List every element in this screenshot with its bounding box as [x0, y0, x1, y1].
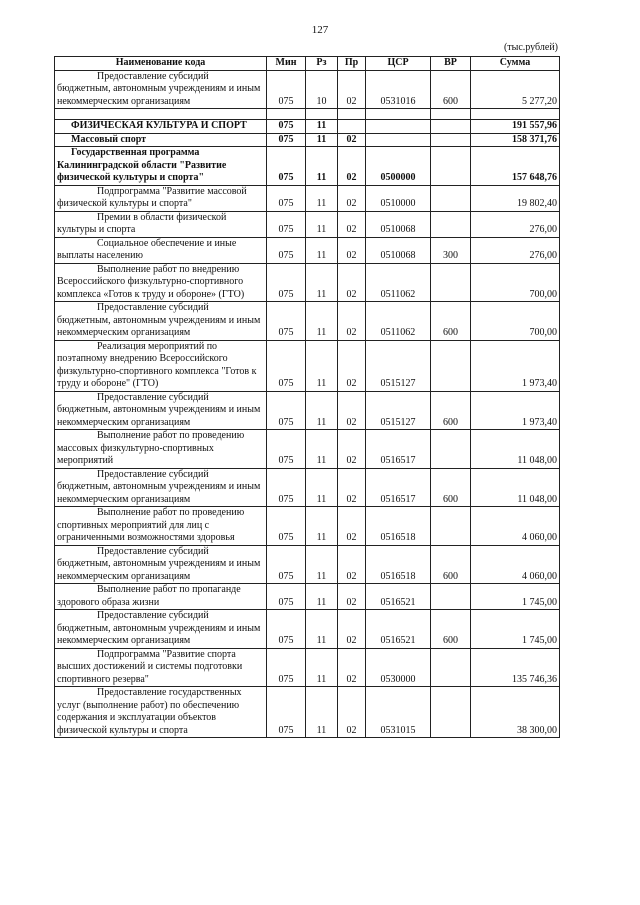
- cell-csr: [366, 120, 431, 134]
- table-row: [55, 302, 560, 341]
- cell-rz: 10: [306, 70, 338, 109]
- cell-min: 075: [267, 147, 306, 186]
- cell-rz: 11: [306, 545, 338, 584]
- cell-rz: 11: [306, 133, 338, 147]
- cell-rz: 11: [306, 584, 338, 610]
- table-row: [55, 507, 560, 546]
- cell-name: Предоставление субсидий бюджетным, автономным учреждениям и иным некоммерческим организациям: [55, 610, 267, 649]
- cell-rz: 11: [306, 302, 338, 341]
- cell-csr: 0515127: [366, 391, 431, 430]
- cell-pr: 02: [338, 263, 366, 302]
- cell-pr: 02: [338, 545, 366, 584]
- cell-min: 075: [267, 430, 306, 469]
- cell-sum: 11 048,00: [471, 430, 560, 469]
- cell-name: Выполнение работ по проведению спортивных мероприятий для лиц с ограниченными возможностями здоровья: [55, 507, 267, 546]
- header-min: Мин: [267, 57, 306, 71]
- cell-pr: 02: [338, 302, 366, 341]
- cell-name: Выполнение работ по проведению массовых физкультурно-спортивных мероприятий: [55, 430, 267, 469]
- cell-csr: 0531015: [366, 687, 431, 738]
- cell-name: Выполнение работ по внедрению Всероссийского физкультурно-спортивного комплекса «Готов к труду и обороне» (ГТО): [55, 263, 267, 302]
- cell-vr: 600: [431, 545, 471, 584]
- cell-sum: 135 746,36: [471, 648, 560, 687]
- cell-rz: 11: [306, 147, 338, 186]
- table-row: [55, 211, 560, 237]
- cell-min: 075: [267, 185, 306, 211]
- cell-csr: [366, 133, 431, 147]
- header-csr: ЦСР: [366, 57, 431, 71]
- cell-vr: [431, 263, 471, 302]
- cell-rz: 11: [306, 430, 338, 469]
- table-row: [55, 185, 560, 211]
- cell-csr: 0511062: [366, 302, 431, 341]
- cell-pr: 02: [338, 237, 366, 263]
- table-row: [55, 340, 560, 391]
- cell-sum: 4 060,00: [471, 507, 560, 546]
- header-vr: ВР: [431, 57, 471, 71]
- table-row: [55, 545, 560, 584]
- cell-vr: [431, 648, 471, 687]
- cell-rz: 11: [306, 468, 338, 507]
- cell-csr: 0510068: [366, 211, 431, 237]
- cell-vr: [431, 687, 471, 738]
- cell-min: 075: [267, 545, 306, 584]
- cell-sum: 1 973,40: [471, 391, 560, 430]
- cell-name: Предоставление субсидий бюджетным, автономным учреждениям и иным некоммерческим организациям: [55, 302, 267, 341]
- cell-rz: 11: [306, 507, 338, 546]
- cell-min: 075: [267, 584, 306, 610]
- cell-sum: 191 557,96: [471, 120, 560, 134]
- cell-rz: 11: [306, 340, 338, 391]
- cell-pr: 02: [338, 468, 366, 507]
- cell-min: 075: [267, 610, 306, 649]
- cell-min: 075: [267, 211, 306, 237]
- cell-vr: 600: [431, 468, 471, 507]
- table-row: [55, 468, 560, 507]
- cell-name: Социальное обеспечение и иные выплаты населению: [55, 237, 267, 263]
- cell-name: Премии в области физической культуры и спорта: [55, 211, 267, 237]
- cell-pr: 02: [338, 211, 366, 237]
- cell-csr: 0516518: [366, 545, 431, 584]
- cell-name: Предоставление субсидий бюджетным, автономным учреждениям и иным некоммерческим организациям: [55, 391, 267, 430]
- cell-name: Предоставление субсидий бюджетным, автономным учреждениям и иным некоммерческим организациям: [55, 468, 267, 507]
- header-pr: Пр: [338, 57, 366, 71]
- cell-pr: 02: [338, 507, 366, 546]
- cell-sum: 1 745,00: [471, 610, 560, 649]
- cell-sum: 4 060,00: [471, 545, 560, 584]
- cell-name: Выполнение работ по пропаганде здорового образа жизни: [55, 584, 267, 610]
- cell-sum: 276,00: [471, 237, 560, 263]
- cell-sum: 700,00: [471, 302, 560, 341]
- cell-csr: 0530000: [366, 648, 431, 687]
- cell-min: 075: [267, 70, 306, 109]
- cell-sum: 157 648,76: [471, 147, 560, 186]
- cell-csr: 0515127: [366, 340, 431, 391]
- cell-vr: [431, 507, 471, 546]
- table-row: [55, 237, 560, 263]
- cell-sum: 158 371,76: [471, 133, 560, 147]
- cell-sum: 11 048,00: [471, 468, 560, 507]
- table-row: [55, 430, 560, 469]
- cell-vr: 300: [431, 237, 471, 263]
- cell-pr: 02: [338, 430, 366, 469]
- cell-min: 075: [267, 302, 306, 341]
- cell-pr: [338, 120, 366, 134]
- cell-csr: 0510068: [366, 237, 431, 263]
- budget-table: [54, 56, 560, 738]
- cell-name: Подпрограмма "Развитие массовой физической культуры и спорта": [55, 185, 267, 211]
- cell-pr: 02: [338, 340, 366, 391]
- table-row: [55, 70, 560, 109]
- cell-min: 075: [267, 687, 306, 738]
- cell-csr: 0500000: [366, 147, 431, 186]
- cell-vr: 600: [431, 391, 471, 430]
- table-row: [55, 120, 560, 134]
- cell-rz: 11: [306, 648, 338, 687]
- cell-name: Массовый спорт: [55, 133, 267, 147]
- cell-min: 075: [267, 263, 306, 302]
- cell-name: Реализация мероприятий по поэтапному внедрению Всероссийского физкультурно-спортивного комплекса "Готов к труду и обороне" (ГТО): [55, 340, 267, 391]
- cell-min: 075: [267, 507, 306, 546]
- cell-name: Предоставление государственных услуг (выполнение работ) по обеспечению содержания и эксплуатации объектов физической культуры и спорта: [55, 687, 267, 738]
- cell-name: Предоставление субсидий бюджетным, автономным учреждениям и иным некоммерческим организациям: [55, 70, 267, 109]
- cell-sum: 38 300,00: [471, 687, 560, 738]
- cell-pr: 02: [338, 70, 366, 109]
- cell-vr: 600: [431, 610, 471, 649]
- cell-vr: [431, 120, 471, 134]
- cell-rz: 11: [306, 120, 338, 134]
- cell-rz: 11: [306, 391, 338, 430]
- table-row: [55, 584, 560, 610]
- cell-pr: 02: [338, 391, 366, 430]
- cell-csr: 0516521: [366, 584, 431, 610]
- cell-pr: 02: [338, 648, 366, 687]
- cell-csr: 0516518: [366, 507, 431, 546]
- cell-rz: 11: [306, 211, 338, 237]
- table-row: [55, 648, 560, 687]
- units-label: (тыс.рублей): [503, 42, 558, 53]
- cell-sum: 700,00: [471, 263, 560, 302]
- cell-min: 075: [267, 120, 306, 134]
- table-row: [55, 263, 560, 302]
- cell-sum: 5 277,20: [471, 70, 560, 109]
- table-row: [55, 133, 560, 147]
- spacer-row: [55, 109, 560, 120]
- cell-min: 075: [267, 133, 306, 147]
- table-row: [55, 147, 560, 186]
- cell-min: 075: [267, 468, 306, 507]
- cell-vr: [431, 430, 471, 469]
- header-sum: Сумма: [471, 57, 560, 71]
- cell-rz: 11: [306, 185, 338, 211]
- cell-vr: [431, 584, 471, 610]
- cell-csr: 0516517: [366, 430, 431, 469]
- cell-vr: [431, 211, 471, 237]
- header-name: Наименование кода: [55, 57, 267, 71]
- table-row: [55, 391, 560, 430]
- cell-name: Предоставление субсидий бюджетным, автономным учреждениям и иным некоммерческим организациям: [55, 545, 267, 584]
- cell-sum: 276,00: [471, 211, 560, 237]
- cell-min: 075: [267, 340, 306, 391]
- cell-sum: 19 802,40: [471, 185, 560, 211]
- cell-name: ФИЗИЧЕСКАЯ КУЛЬТУРА И СПОРТ: [55, 120, 267, 134]
- page-number: 127: [311, 24, 329, 36]
- cell-csr: 0516517: [366, 468, 431, 507]
- cell-rz: 11: [306, 610, 338, 649]
- cell-pr: 02: [338, 147, 366, 186]
- cell-vr: [431, 147, 471, 186]
- cell-sum: 1 973,40: [471, 340, 560, 391]
- cell-vr: [431, 133, 471, 147]
- cell-rz: 11: [306, 263, 338, 302]
- table-row: [55, 687, 560, 738]
- cell-csr: 0511062: [366, 263, 431, 302]
- table-row: [55, 610, 560, 649]
- cell-vr: 600: [431, 70, 471, 109]
- cell-name: Подпрограмма "Развитие спорта высших достижений и системы подготовки спортивного резерва": [55, 648, 267, 687]
- cell-min: 075: [267, 237, 306, 263]
- header-rz: Рз: [306, 57, 338, 71]
- cell-pr: 02: [338, 133, 366, 147]
- cell-pr: 02: [338, 687, 366, 738]
- cell-min: 075: [267, 648, 306, 687]
- cell-sum: 1 745,00: [471, 584, 560, 610]
- cell-csr: 0516521: [366, 610, 431, 649]
- cell-vr: 600: [431, 302, 471, 341]
- cell-vr: [431, 185, 471, 211]
- cell-pr: 02: [338, 185, 366, 211]
- cell-rz: 11: [306, 237, 338, 263]
- cell-pr: 02: [338, 584, 366, 610]
- cell-vr: [431, 340, 471, 391]
- cell-min: 075: [267, 391, 306, 430]
- cell-pr: 02: [338, 610, 366, 649]
- cell-name: Государственная программа Калининградской области "Развитие физической культуры и спорта": [55, 147, 267, 186]
- cell-rz: 11: [306, 687, 338, 738]
- cell-csr: 0531016: [366, 70, 431, 109]
- cell-csr: 0510000: [366, 185, 431, 211]
- table-header-row: [55, 57, 560, 71]
